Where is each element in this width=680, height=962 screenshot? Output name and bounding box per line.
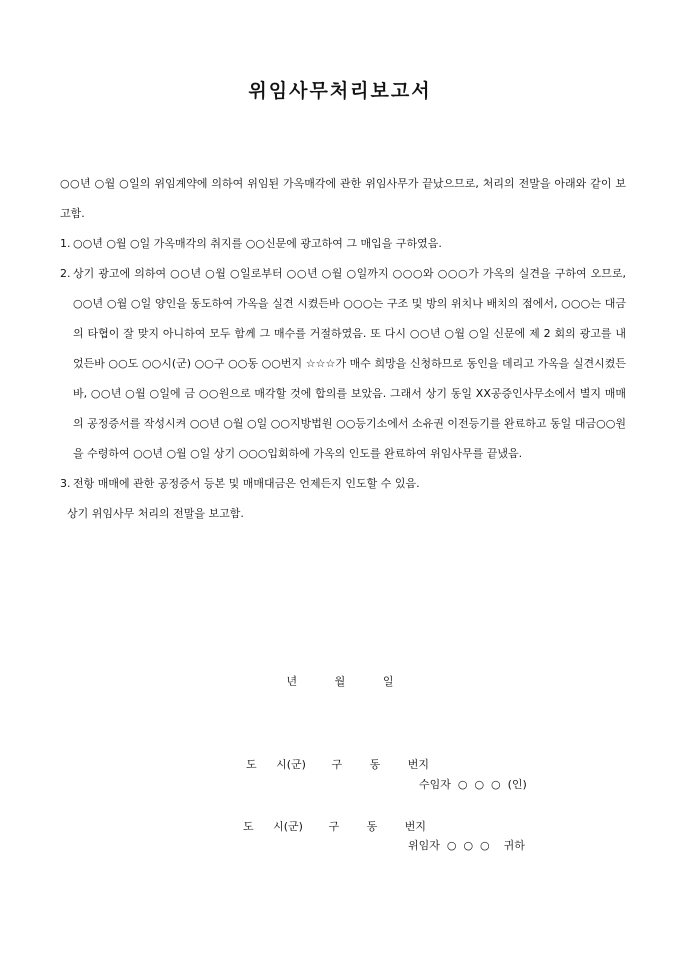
- address-do: 도: [246, 758, 257, 771]
- delegator-address: [243, 818, 426, 834]
- recipient-address: [246, 756, 429, 772]
- item-number: 3.: [60, 477, 71, 490]
- item-text: ○○년 ○월 ○일 가옥매각의 취지를 ○○신문에 광고하여 그 매입을 구하였음.: [73, 237, 442, 250]
- delegator-signature: 위임자 ○ ○ ○ 귀하: [408, 839, 525, 852]
- address-si: 시(군): [276, 758, 306, 771]
- intro-paragraph: ○○년 ○월 ○일의 위임계약에 의하여 위임된 가옥매각에 관한 위임사무가 끝났으므로, 처리의 전말을 아래와 같이 보고함.: [60, 177, 626, 220]
- address-dong: 동: [369, 758, 381, 771]
- closing-statement: 상기 위임사무 처리의 전말을 보고함.: [67, 507, 244, 520]
- date-line: [0, 673, 680, 689]
- address-gu: 구: [328, 820, 340, 833]
- year-label: 년: [286, 675, 298, 688]
- recipient-signature: 수임자 ○ ○ ○ (인): [419, 778, 527, 791]
- address-beonji: 번지: [404, 820, 427, 833]
- address-si: 시(군): [273, 820, 303, 833]
- day-label: 일: [382, 675, 394, 688]
- document-body: [60, 169, 626, 529]
- address-dong: 동: [366, 820, 378, 833]
- item-number: 1.: [60, 237, 71, 250]
- address-do: 도: [243, 820, 254, 833]
- list-item-1: [60, 229, 626, 259]
- list-item-2: [60, 259, 626, 469]
- address-gu: 구: [331, 758, 343, 771]
- month-label: 월: [334, 675, 346, 688]
- item-text: 상기 광고에 의하여 ○○년 ○월 ○일로부터 ○○년 ○월 ○일까지 ○○○와 ○○○가 가옥의 실견을 구하여 오므로, ○○년 ○월 ○일 양인을 동도하여 가옥을 실견 시켰든바 ○○○는 구조 및 방의 위치나 배치의 점에서, ○○○는 대금의 타협이 잘 맞지 아니하여 모두 함께 그 매수를 거절하였음. 또 다시 ○○년 ○월 ○일 신문에 제 2 회의 광고를 내었든바 ○○도 ○○시(군) ○○구 ○○동 ○○번지 ☆☆☆가 매수 희망을 신청하므로 동인을 데리고 가옥을 실견시켰든 바, ○○년 ○월 ○일에 금 ○○원으로 매각할 것에 합의를 보았음. 그래서 상기 동일 XX공증인사무소에서 별지 매매의 공정증서를 작성시켜 ○○년 ○월 ○일 ○○지방법원 ○○등기소에서 소유권 이전등기를 완료하고 동일 대금○○원을 수령하여 ○○년 ○월 ○일 상기 ○○○입회하에 가옥의 인도를 완료하여 위임사무를 끝냈음.: [73, 267, 626, 460]
- item-number: 2.: [60, 267, 71, 280]
- list-item-3: [60, 469, 626, 499]
- document-title: 위임사무처리보고서: [248, 80, 432, 102]
- address-beonji: 번지: [407, 758, 430, 771]
- item-text: 전항 매매에 관한 공정증서 등본 및 매매대금은 언제든지 인도할 수 있음.: [73, 477, 420, 490]
